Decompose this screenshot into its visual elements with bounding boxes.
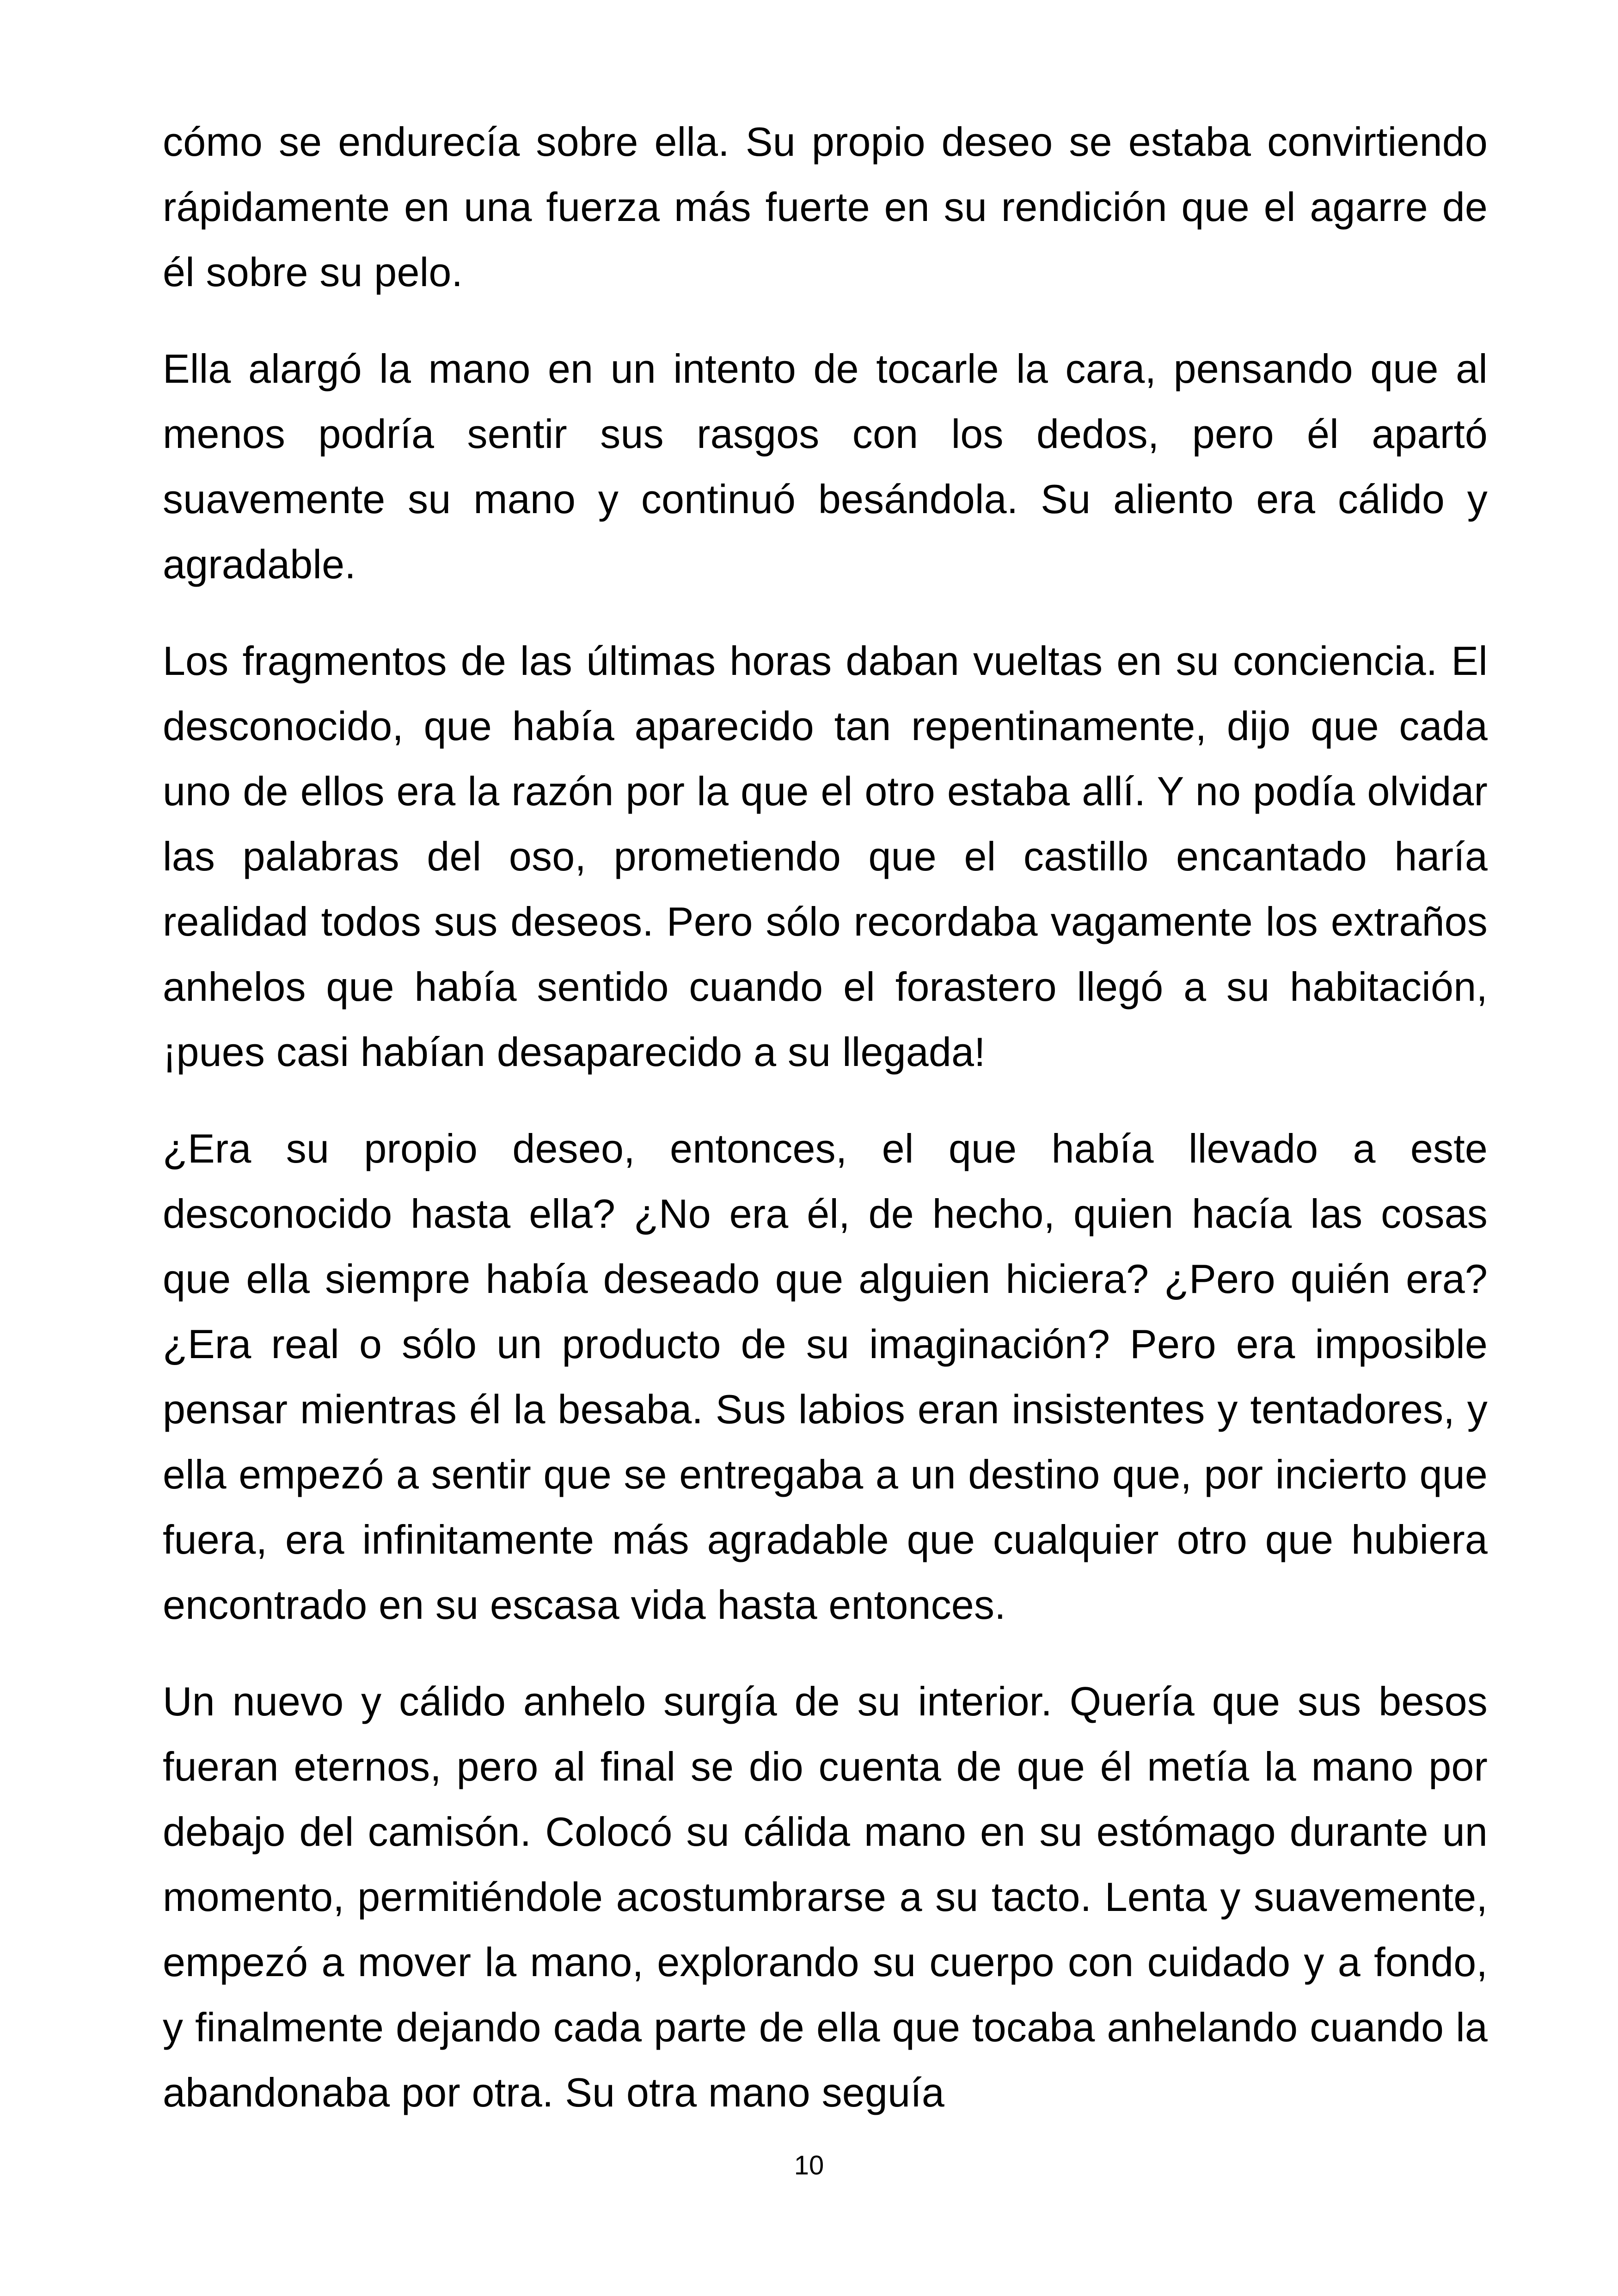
paragraph-5: Un nuevo y cálido anhelo surgía de su interior. Quería que sus besos fueran eternos, pero al final se dio cuenta de que él metía la mano por debajo del camisón. Colocó su cálida mano en su estómago durante un momento, permitiéndole acostumbrarse a su tacto. Lenta y suavemente, empezó a mover la mano, explorando su cuerpo con cuidado y a fondo, y finalmente dejando cada parte de ella que tocaba anhelando cuando la abandonaba por otra. Su otra mano seguía [163,1678,1488,2115]
text-body [163,109,1488,2125]
paragraph-2: Ella alargó la mano en un intento de tocarle la cara, pensando que al menos podría sentir sus rasgos con los dedos, pero él apartó suavemente su mano y continuó besándola. Su aliento era cálido y agradable. [163,346,1488,587]
paragraph-4: ¿Era su propio deseo, entonces, el que había llevado a este desconocido hasta ella? ¿No era él, de hecho, quien hacía las cosas que ella siempre había deseado que alguien hiciera? ¿Pero quién era? ¿Era real o sólo un producto de su imaginación? Pero era imposible pensar mientras él la besaba. Sus labios eran insistentes y tentadores, y ella empezó a sentir que se entregaba a un destino que, por incierto que fuera, era infinitamente más agradable que cualquier otro que hubiera encontrado en su escasa vida hasta entonces. [163,1126,1488,1628]
paragraph-1: cómo se endurecía sobre ella. Su propio deseo se estaba convirtiendo rápidamente en una fuerza más fuerte en su rendición que el agarre de él sobre su pelo. [163,119,1488,295]
page-number: 10 [794,2150,824,2180]
paragraph-3: Los fragmentos de las últimas horas daban vueltas en su conciencia. El desconocido, que había aparecido tan repentinamente, dijo que cada uno de ellos era la razón por la que el otro estaba allí. Y no podía olvidar las palabras del oso, prometiendo que el castillo encantado haría realidad todos sus deseos. Pero sólo recordaba vagamente los extraños anhelos que había sentido cuando el forastero llegó a su habitación, ¡pues casi habían desaparecido a su llegada! [163,638,1488,1075]
